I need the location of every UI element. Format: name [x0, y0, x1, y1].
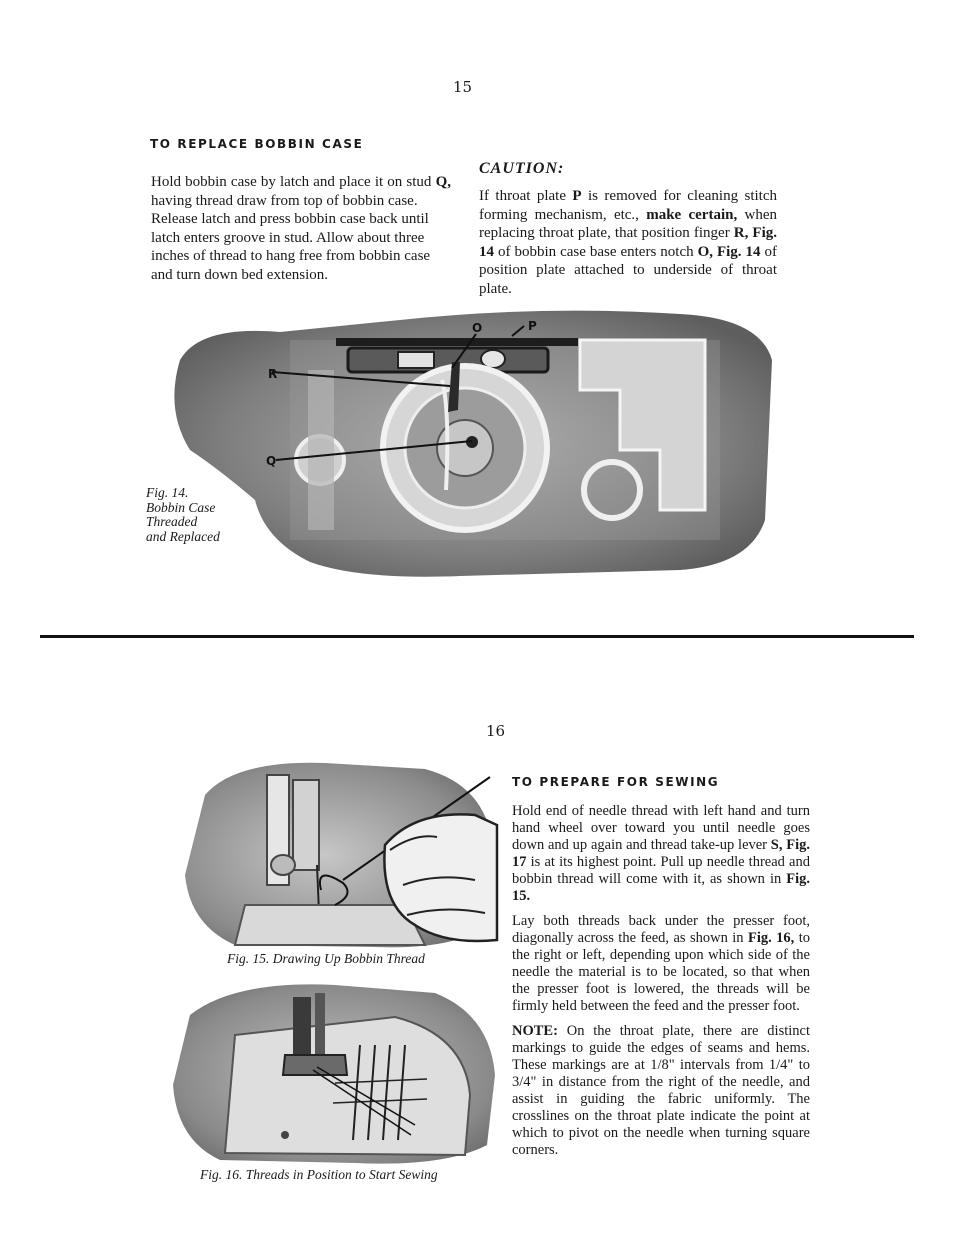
page-divider: [40, 635, 914, 638]
heading-replace-bobbin-case: TO REPLACE BOBBIN CASE: [150, 137, 364, 151]
instruction-paragraph-1: Hold bobbin case by latch and place it on stud Q, having thread draw from top of bobbin case.: [151, 174, 451, 209]
prepare-paragraph-2: Lay both threads back under the presser foot, diagonally across the feed, as shown in Fig. 16, to the right or left, depending upon which side of the needle the material is to be located, so that when the presser foot is lowered, the threads will be firmly held between the feed and the presser foot.: [512, 913, 811, 1014]
instruction-paragraph-2: Release latch and press bobbin case back until latch enters groove in stud. Allow about three inches of thread to hang free from bobbin case and turn down bed extension.: [151, 211, 431, 283]
figure-16-caption: Fig. 16. Threads in Position to Start Sewing: [200, 1167, 438, 1182]
figure-15-illustration: [175, 755, 500, 950]
caption-line: and Replaced: [146, 528, 220, 544]
caption-line: Fig. 14.: [146, 485, 189, 500]
replace-bobbin-instructions: [151, 173, 451, 284]
caption-line: Bobbin Case: [146, 499, 216, 515]
caution-title: CAUTION:: [479, 160, 565, 177]
note-paragraph: NOTE: On the throat plate, there are distinct markings to guide the edges of seams and hems. These markings are at 1/8" intervals from 1/4" to 3/4" in distance from the right of the needle, and assist in guiding the fabric uniformly. The crosslines on the throat plate indicate the point at which to pivot on the needle when turning square corners.: [512, 1023, 810, 1158]
prepare-for-sewing-text: [512, 803, 810, 1159]
page-number-16: 16: [486, 722, 506, 740]
prepare-paragraph-1: Hold end of needle thread with left hand and turn hand wheel over toward you until needle goes down and up again and thread take-up lever S, Fig. 17 is at its highest point. Pull up needle thread and bobbin thread will come with it, as shown in Fig. 15.: [512, 803, 810, 904]
label-q: Q: [266, 454, 277, 468]
page-number-15: 15: [453, 78, 473, 96]
label-o-top: O: [472, 321, 483, 335]
caution-text: If throat plate P is removed for cleaning stitch forming mechanism, etc., make certain, when replacing throat plate, that position finger R, Fig. 14 of bobbin case base enters notch O, Fig. 14 of position plate attached to underside of throat plate.: [479, 188, 778, 297]
heading-prepare-for-sewing: TO PREPARE FOR SEWING: [512, 775, 720, 789]
figure-14-caption: [146, 486, 266, 544]
figure-16-illustration: [165, 975, 500, 1167]
label-p: P: [528, 319, 537, 333]
label-r: R: [268, 367, 278, 381]
figure-15-caption: Fig. 15. Drawing Up Bobbin Thread: [227, 951, 425, 966]
caption-line: Threaded: [146, 514, 198, 529]
